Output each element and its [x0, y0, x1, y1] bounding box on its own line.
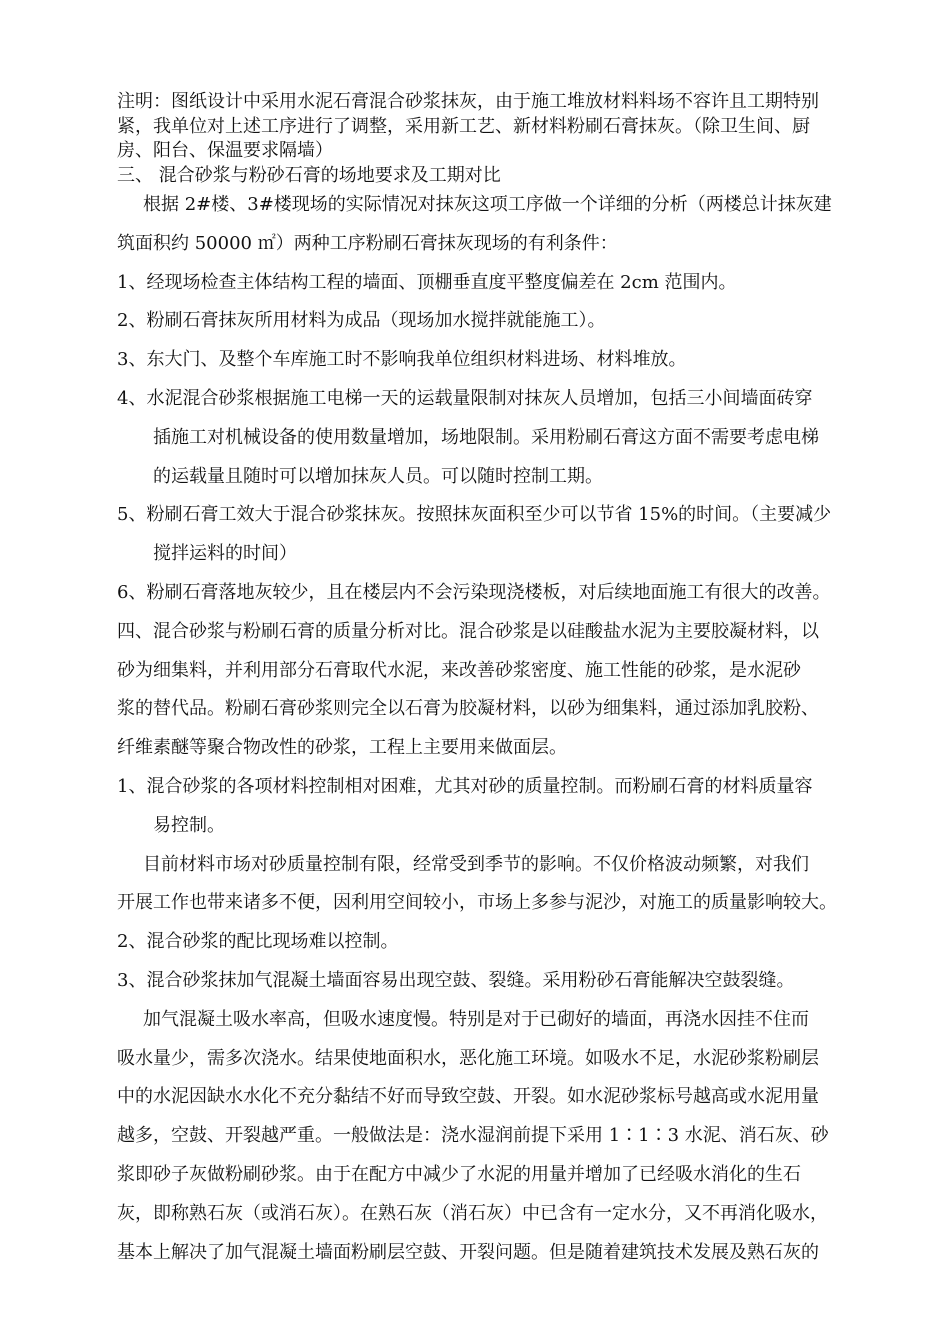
paragraph-line: 根据 2#楼、3#楼现场的实际情况对抹灰这项工序做一个详细的分析（两楼总计抹灰建	[143, 194, 832, 215]
paragraph-line: 浆即砂子灰做粉刷砂浆。由于在配方中减少了水泥的用量并增加了已经吸水消化的生石	[117, 1163, 801, 1185]
note-line: 房、阳台、保温要求隔墙）	[117, 140, 333, 161]
quality-item-1-cont: 易控制。	[153, 814, 225, 836]
body-text	[117, 186, 887, 1272]
section-3-heading: 三、 混合砂浆与粉砂石膏的场地要求及工期对比	[117, 164, 501, 186]
paragraph-line: 纤维素醚等聚合物改性的砂浆，工程上主要用来做面层。	[117, 737, 567, 759]
note-line: 紧，我单位对上述工序进行了调整，采用新工艺、新材料粉刷石膏抹灰。（除卫生间、厨	[117, 115, 810, 137]
list-item-5-cont: 搅拌运料的时间）	[153, 543, 297, 565]
list-item-6: 6、粉刷石膏落地灰较少，且在楼层内不会污染现浇楼板，对后续地面施工有很大的改善。	[117, 581, 831, 603]
list-item-1: 1、经现场检查主体结构工程的墙面、顶棚垂直度平整度偏差在 2cm 范围内。	[117, 271, 737, 293]
note-block	[117, 90, 857, 188]
paragraph-line: 目前材料市场对砂质量控制有限，经常受到季节的影响。不仅价格波动频繁，对我们	[143, 853, 809, 875]
list-item-4-cont: 插施工对机械设备的使用数量增加，场地限制。采用粉刷石膏这方面不需要考虑电梯	[153, 426, 819, 448]
paragraph-line: 越多，空鼓、开裂越严重。一般做法是：浇水湿润前提下采用 1∶1∶3 水泥、消石灰、砂	[117, 1125, 829, 1147]
quality-item-3: 3、混合砂浆抹加气混凝土墙面容易出现空鼓、裂缝。采用粉砂石膏能解决空鼓裂缝。	[117, 969, 795, 991]
paragraph-line: 基本上解决了加气混凝土墙面粉刷层空鼓、开裂问题。但是随着建筑技术发展及熟石灰的	[117, 1241, 819, 1263]
paragraph-line: 加气混凝土吸水率高，但吸水速度慢。特别是对于已砌好的墙面，再浇水因挂不住而	[143, 1008, 809, 1030]
paragraph-line: 灰，即称熟石灰（或消石灰）。在熟石灰（消石灰）中已含有一定水分，又不再消化吸水，	[117, 1202, 828, 1224]
section-4-heading: 四、混合砂浆与粉刷石膏的质量分析对比。混合砂浆是以硅酸盐水泥为主要胶凝材料，以	[117, 620, 819, 642]
list-item-3: 3、东大门、及整个车库施工时不影响我单位组织材料进场、材料堆放。	[117, 349, 687, 371]
paragraph-line: 中的水泥因缺水水化不充分黏结不好而导致空鼓、开裂。如水泥砂浆标号越高或水泥用量	[117, 1086, 819, 1108]
list-item-2: 2、粉刷石膏抹灰所用材料为成品（现场加水搅拌就能施工）。	[117, 310, 606, 332]
list-item-4: 4、水泥混合砂浆根据施工电梯一天的运载量限制对抹灰人员增加，包括三小间墙面砖穿	[117, 387, 813, 409]
note-line: 注明：图纸设计中采用水泥石膏混合砂浆抹灰，由于施工堆放材料料场不容许且工期特别	[117, 91, 819, 112]
paragraph-line: 吸水量少，需多次浇水。结果使地面积水，恶化施工环境。如吸水不足，水泥砂浆粉刷层	[117, 1047, 819, 1069]
quality-item-2: 2、混合砂浆的配比现场难以控制。	[117, 931, 399, 953]
list-item-5: 5、粉刷石膏工效大于混合砂浆抹灰。按照抹灰面积至少可以节省 15%的时间。（主要减少	[117, 504, 832, 526]
paragraph-line: 开展工作也带来诸多不便，因利用空间较小，市场上多参与泥沙，对施工的质量影响较大。	[117, 892, 837, 914]
paragraph-line: 砂为细集料，并利用部分石膏取代水泥，来改善砂浆密度、施工性能的砂浆，是水泥砂	[117, 659, 801, 681]
quality-item-1: 1、混合砂浆的各项材料控制相对困难，尤其对砂的质量控制。而粉刷石膏的材料质量容	[117, 775, 813, 797]
paragraph-line: 筑面积约 50000 ㎡）两种工序粉刷石膏抹灰现场的有利条件：	[117, 232, 618, 254]
paragraph-line: 浆的替代品。粉刷石膏砂浆则完全以石膏为胶凝材料，以砂为细集料，通过添加乳胶粉、	[117, 698, 819, 720]
list-item-4-cont: 的运载量且随时可以增加抹灰人员。可以随时控制工期。	[153, 465, 603, 487]
